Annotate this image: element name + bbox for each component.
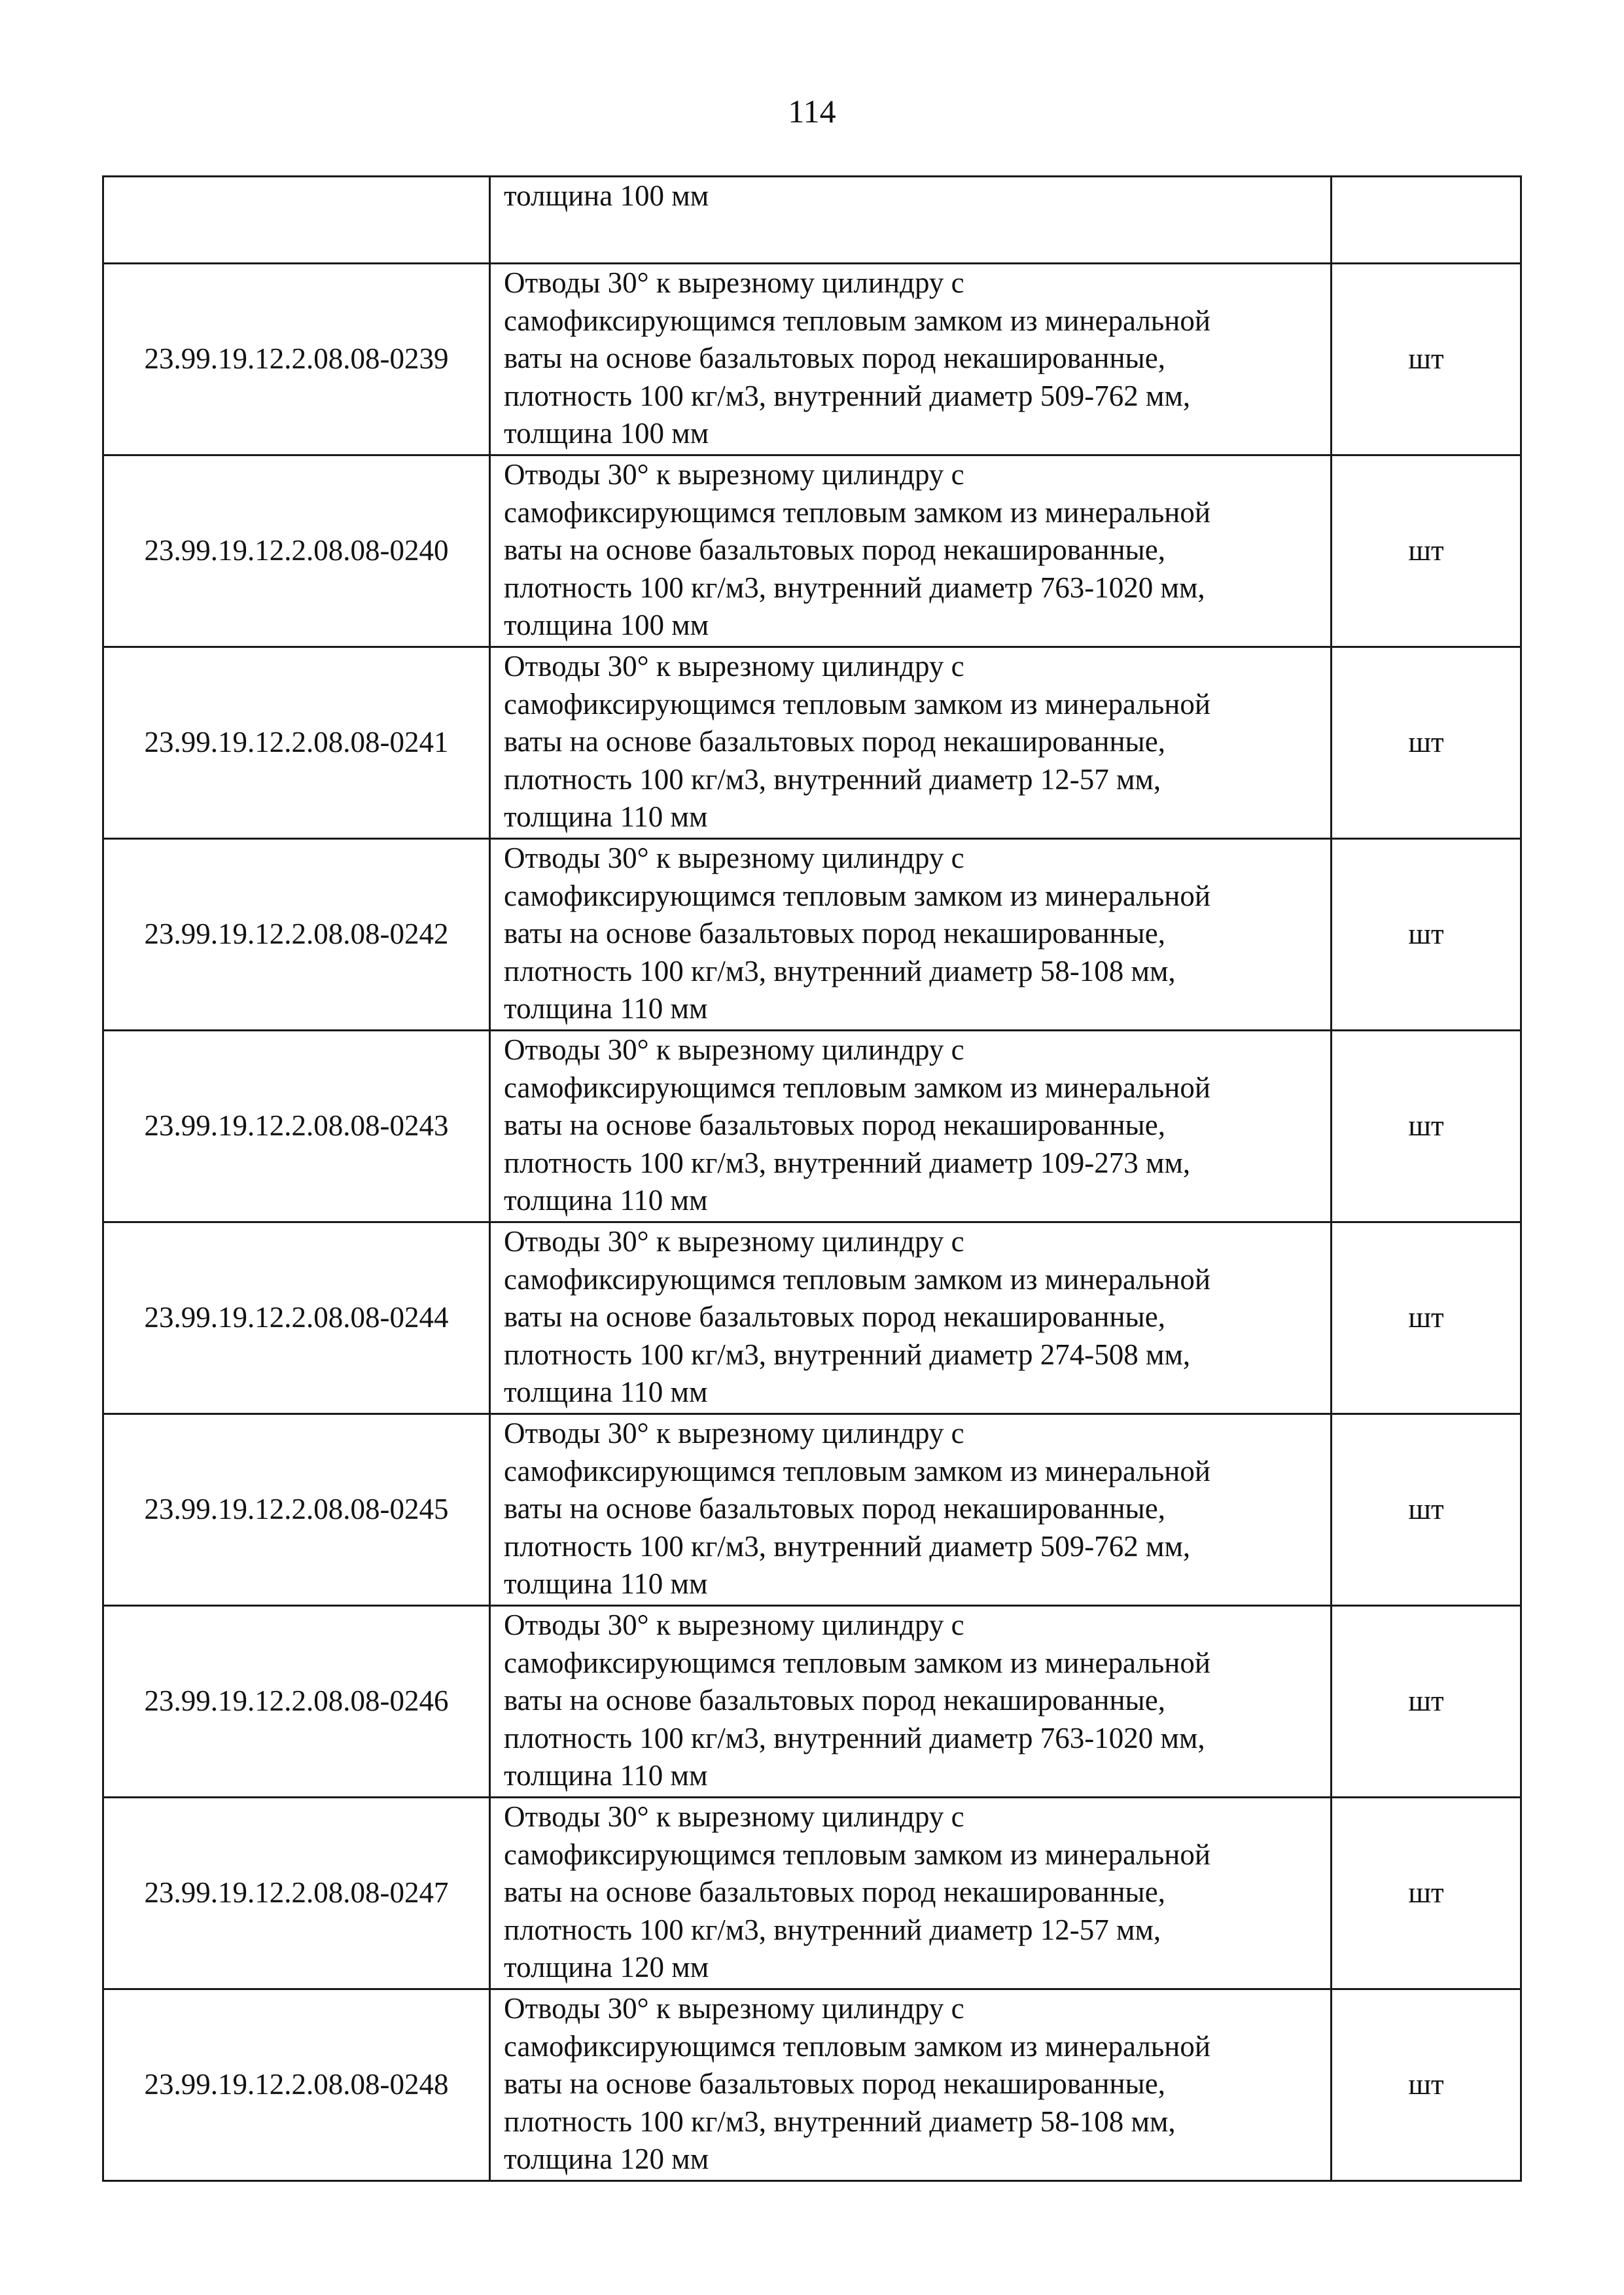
- code-cell: 23.99.19.12.2.08.08-0248: [103, 1989, 490, 2181]
- unit-cell: шт: [1332, 1989, 1521, 2181]
- description-cell: Отводы 30° к вырезному цилиндру с самофиксирующимся тепловым замком из минеральной ваты на основе базальтовых пород некашированные, плотность 100 кг/м3, внутренний диаметр 763-1020 мм, толщина 100 мм: [490, 455, 1332, 647]
- description-cell: Отводы 30° к вырезному цилиндру с самофиксирующимся тепловым замком из минеральной ваты на основе базальтовых пород некашированные, плотность 100 кг/м3, внутренний диаметр 509-762 мм, толщина 100 мм: [490, 264, 1332, 455]
- description-cell: Отводы 30° к вырезному цилиндру с самофиксирующимся тепловым замком из минеральной ваты на основе базальтовых пород некашированные, плотность 100 кг/м3, внутренний диаметр 12-57 мм, толщина 110 мм: [490, 647, 1332, 839]
- code-cell: 23.99.19.12.2.08.08-0247: [103, 1798, 490, 1989]
- code-cell: 23.99.19.12.2.08.08-0241: [103, 647, 490, 839]
- unit-cell: шт: [1332, 1606, 1521, 1798]
- description-cell: Отводы 30° к вырезному цилиндру с самофиксирующимся тепловым замком из минеральной ваты на основе базальтовых пород некашированные, плотность 100 кг/м3, внутренний диаметр 12-57 мм, толщина 120 мм: [490, 1798, 1332, 1989]
- table-row-continuation: [103, 177, 1521, 264]
- table-row: [103, 839, 1521, 1031]
- code-cell: 23.99.19.12.2.08.08-0244: [103, 1222, 490, 1414]
- code-cell: 23.99.19.12.2.08.08-0246: [103, 1606, 490, 1798]
- table-row: [103, 1798, 1521, 1989]
- description-cell: Отводы 30° к вырезному цилиндру с самофиксирующимся тепловым замком из минеральной ваты на основе базальтовых пород некашированные, плотность 100 кг/м3, внутренний диаметр 763-1020 мм, толщина 110 мм: [490, 1606, 1332, 1798]
- unit-cell: шт: [1332, 647, 1521, 839]
- unit-cell: шт: [1332, 455, 1521, 647]
- table-row: [103, 1989, 1521, 2181]
- table-body: [103, 177, 1521, 2181]
- description-cell: толщина 100 мм: [490, 177, 1332, 264]
- description-cell: Отводы 30° к вырезному цилиндру с самофиксирующимся тепловым замком из минеральной ваты на основе базальтовых пород некашированные, плотность 100 кг/м3, внутренний диаметр 109-273 мм, толщина 110 мм: [490, 1031, 1332, 1222]
- code-cell: 23.99.19.12.2.08.08-0239: [103, 264, 490, 455]
- unit-cell: шт: [1332, 264, 1521, 455]
- table-row: [103, 264, 1521, 455]
- code-cell: 23.99.19.12.2.08.08-0242: [103, 839, 490, 1031]
- unit-cell: шт: [1332, 1414, 1521, 1606]
- table-row: [103, 647, 1521, 839]
- code-cell: 23.99.19.12.2.08.08-0243: [103, 1031, 490, 1222]
- table-row: [103, 1606, 1521, 1798]
- table-row: [103, 1031, 1521, 1222]
- unit-cell: шт: [1332, 1222, 1521, 1414]
- unit-cell: [1332, 177, 1521, 264]
- code-cell: 23.99.19.12.2.08.08-0245: [103, 1414, 490, 1606]
- unit-cell: шт: [1332, 1798, 1521, 1989]
- table-row: [103, 1414, 1521, 1606]
- page-number: 114: [788, 93, 836, 130]
- code-cell: 23.99.19.12.2.08.08-0240: [103, 455, 490, 647]
- description-cell: Отводы 30° к вырезному цилиндру с самофиксирующимся тепловым замком из минеральной ваты на основе базальтовых пород некашированные, плотность 100 кг/м3, внутренний диаметр 274-508 мм, толщина 110 мм: [490, 1222, 1332, 1414]
- code-cell: [103, 177, 490, 264]
- table-row: [103, 1222, 1521, 1414]
- materials-table: [102, 175, 1522, 2182]
- unit-cell: шт: [1332, 839, 1521, 1031]
- unit-cell: шт: [1332, 1031, 1521, 1222]
- table-row: [103, 455, 1521, 647]
- description-cell: Отводы 30° к вырезному цилиндру с самофиксирующимся тепловым замком из минеральной ваты на основе базальтовых пород некашированные, плотность 100 кг/м3, внутренний диаметр 58-108 мм, толщина 120 мм: [490, 1989, 1332, 2181]
- description-cell: Отводы 30° к вырезному цилиндру с самофиксирующимся тепловым замком из минеральной ваты на основе базальтовых пород некашированные, плотность 100 кг/м3, внутренний диаметр 58-108 мм, толщина 110 мм: [490, 839, 1332, 1031]
- description-cell: Отводы 30° к вырезному цилиндру с самофиксирующимся тепловым замком из минеральной ваты на основе базальтовых пород некашированные, плотность 100 кг/м3, внутренний диаметр 509-762 мм, толщина 110 мм: [490, 1414, 1332, 1606]
